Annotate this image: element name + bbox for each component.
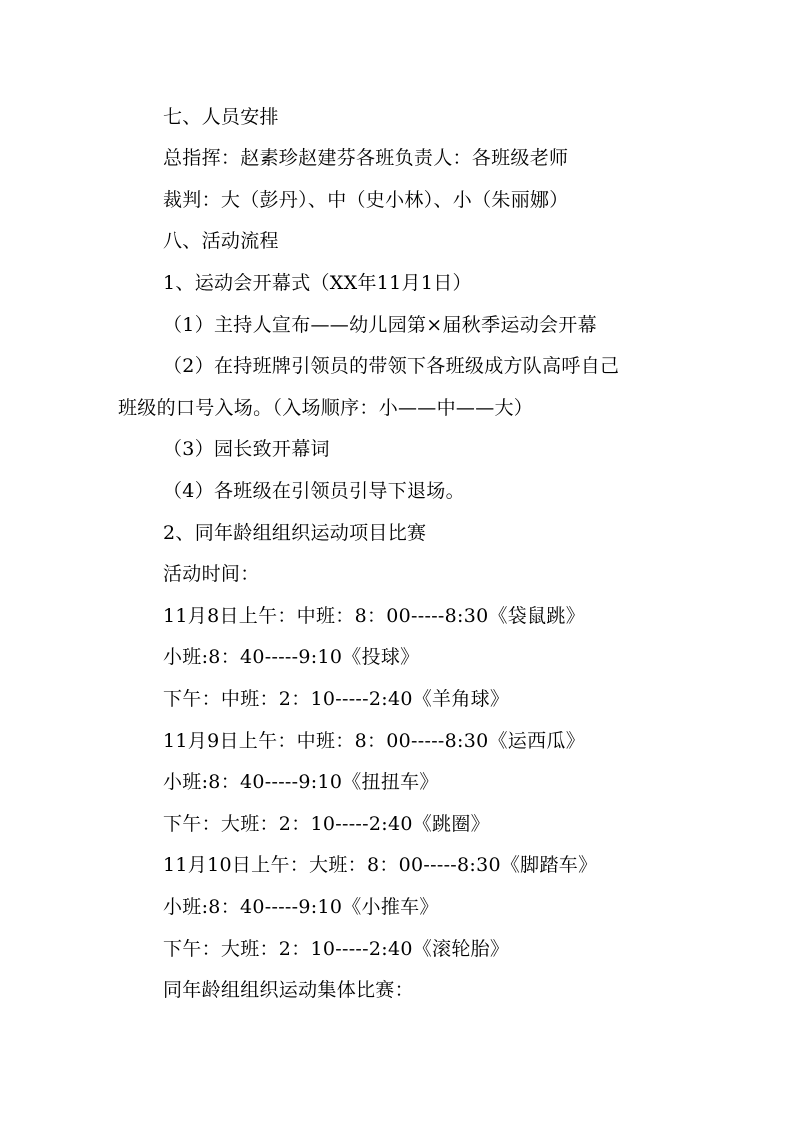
schedule-line: 11月8日上午：中班：8：00-----8:30《袋鼠跳》: [163, 605, 585, 627]
paragraph-line: 裁判：大（彭丹）、中（史小林）、小（朱丽娜）: [163, 189, 569, 211]
list-item: （1）主持人宣布——幼儿园第×届秋季运动会开幕: [163, 314, 597, 336]
schedule-line: 小班:8：40-----9:10《小推车》: [163, 896, 439, 918]
list-item: （3）园长致开幕词: [163, 438, 330, 460]
list-item-continuation: 班级的口号入场。（入场顺序：小——中——大）: [118, 397, 534, 419]
list-item: （4）各班级在引领员引导下退场。: [163, 480, 465, 502]
schedule-line: 11月10日上午：大班：8：00-----8:30《脚踏车》: [163, 854, 598, 876]
subheading-opening: 1、运动会开幕式（XX年11月1日）: [163, 272, 472, 294]
schedule-line: 小班:8：40-----9:10《扭扭车》: [163, 771, 439, 793]
list-item: （2）在持班牌引领员的带领下各班级成方队高呼自己: [163, 355, 620, 377]
paragraph-line: 同年龄组组织运动集体比赛：: [163, 979, 414, 1001]
subheading-competition: 2、同年龄组组织运动项目比赛: [163, 522, 427, 544]
schedule-line: 下午：大班：2：10-----2:40《跳圈》: [163, 813, 490, 835]
schedule-line: 下午：大班：2：10-----2:40《滚轮胎》: [163, 938, 510, 960]
schedule-line: 11月9日上午：中班：8：00-----8:30《运西瓜》: [163, 730, 585, 752]
schedule-line: 下午：中班：2：10-----2:40《羊角球》: [163, 688, 510, 710]
section-heading-process: 八、活动流程: [163, 230, 279, 252]
schedule-line: 小班:8：40-----9:10《投球》: [163, 646, 420, 668]
paragraph-line: 总指挥：赵素珍赵建芬各班负责人：各班级老师: [163, 147, 569, 169]
paragraph-line: 活动时间：: [163, 563, 260, 585]
section-heading-personnel: 七、人员安排: [163, 106, 279, 128]
